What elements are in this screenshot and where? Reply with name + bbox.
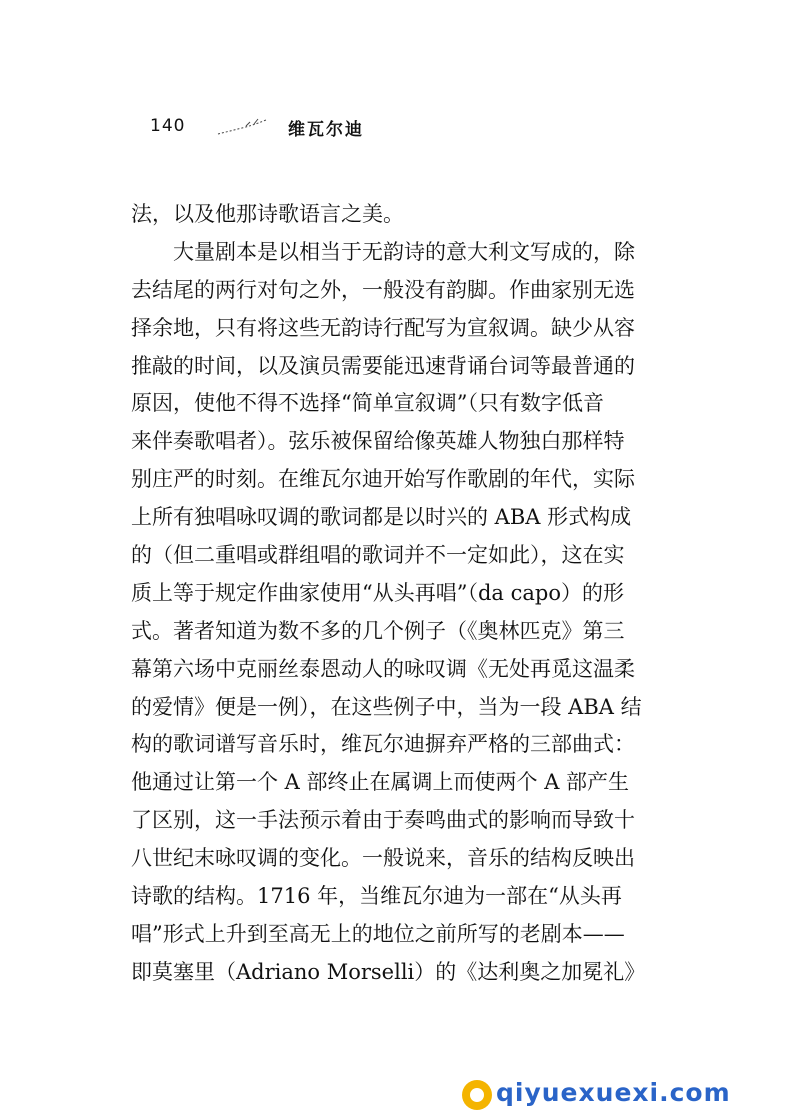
running-title: 维瓦尔迪 bbox=[288, 120, 364, 140]
text-line: 来伴奏歌唱者）。弦乐被保留给像英雄人物独白那样特 bbox=[131, 429, 625, 454]
text-line: 幕第六场中克丽丝泰恩动人的咏叹调《无处再觅这温柔 bbox=[131, 656, 635, 681]
text-line: 构的歌词谱写音乐时，维瓦尔迪摒弃严格的三部曲式： bbox=[131, 732, 635, 757]
text-line: 式。著者知道为数不多的几个例子（《奥林匹克》第三 bbox=[131, 618, 625, 643]
text-line: 别庄严的时刻。在维瓦尔迪开始写作歌剧的年代，实际 bbox=[131, 467, 635, 492]
text-line: 择余地，只有将这些无韵诗行配写为宣叙调。缺少从容 bbox=[131, 315, 635, 340]
text-line: 了区别，这一手法预示着由于奏鸣曲式的影响而导致十 bbox=[131, 808, 635, 833]
watermark-logo-icon bbox=[462, 1080, 492, 1110]
text-line: 去结尾的两行对句之外，一般没有韵脚。作曲家别无选 bbox=[131, 277, 635, 302]
decorative-flourish-icon bbox=[216, 116, 268, 138]
text-line: 的（但二重唱或群组唱的歌词并不一定如此），这在实 bbox=[131, 543, 625, 568]
text-line: 上所有独唱咏叹调的歌词都是以时兴的 ABA 形式构成 bbox=[131, 505, 632, 530]
text-line: 原因，使他不得不选择“简单宣叙调”（只有数字低音 bbox=[131, 391, 604, 416]
text-line: 法，以及他那诗歌语言之美。 bbox=[131, 202, 404, 226]
text-line: 的爱情》便是一例），在这些例子中，当为一段 ABA 结 bbox=[131, 694, 642, 719]
page-number: 140 bbox=[150, 116, 186, 136]
page-header bbox=[150, 112, 450, 142]
site-watermark bbox=[462, 1076, 782, 1112]
watermark-text: qiyuexuexi.com bbox=[496, 1078, 731, 1107]
text-line: 质上等于规定作曲家使用“从头再唱”（da capo）的形 bbox=[131, 580, 624, 605]
text-line: 他通过让第一个 A 部终止在属调上而使两个 A 部产生 bbox=[131, 770, 630, 795]
text-line: 大量剧本是以相当于无韵诗的意大利文写成的，除 bbox=[131, 239, 635, 264]
text-line: 诗歌的结构。1716 年，当维瓦尔迪为一部在“从头再 bbox=[131, 884, 622, 909]
text-line: 即莫塞里（Adriano Morselli）的《达利奥之加冕礼》 bbox=[131, 959, 646, 984]
text-line: 唱”形式上升到至高无上的地位之前所写的老剧本—— bbox=[131, 921, 625, 946]
body-text bbox=[131, 196, 691, 992]
text-line: 八世纪末咏叹调的变化。一般说来，音乐的结构反映出 bbox=[131, 846, 635, 871]
text-line: 推敲的时间，以及演员需要能迅速背诵台词等最普通的 bbox=[131, 353, 635, 378]
